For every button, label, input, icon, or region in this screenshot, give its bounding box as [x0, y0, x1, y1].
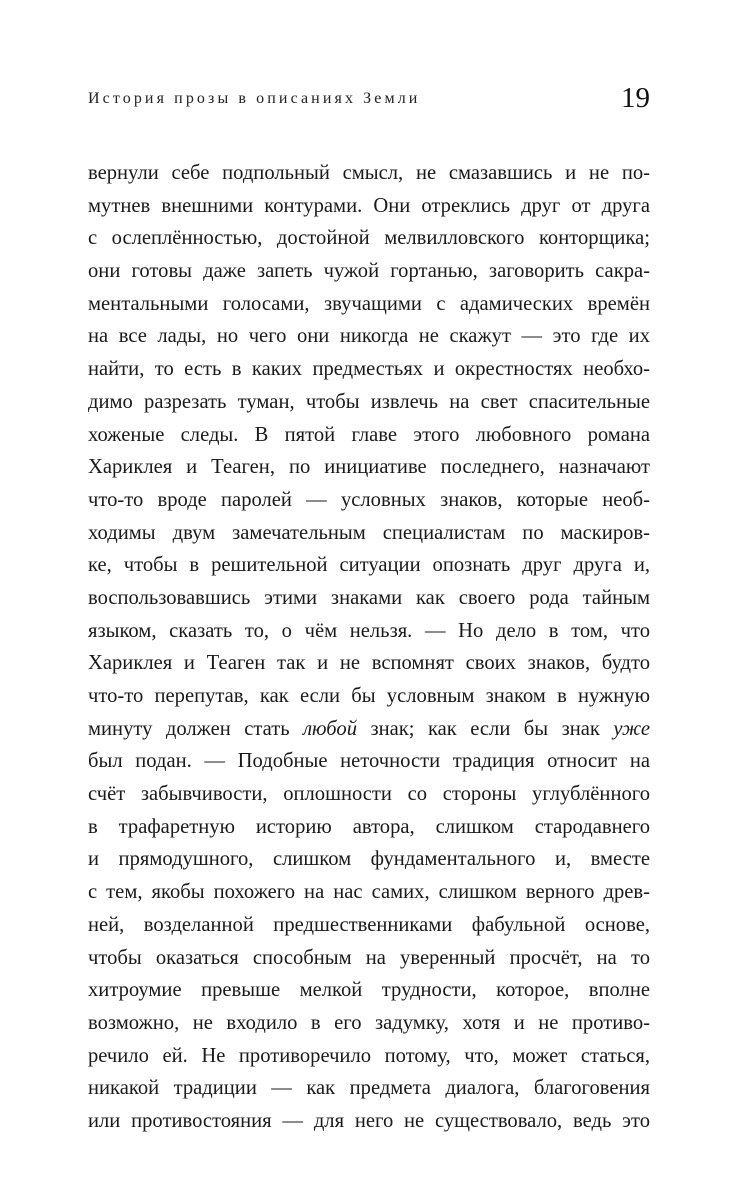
text-segment: и прямодушного, слишком фундаментального и, вместе	[88, 848, 650, 871]
text-segment: на все лады, но чего они никогда не скажут — это где их	[88, 325, 650, 348]
text-line	[88, 353, 650, 386]
text-segment: вернули себе подпольный смысл, не смазавшись и не по-	[88, 162, 650, 184]
text-segment: хоженые следы. В пятой главе этого любовного романа	[88, 423, 650, 446]
page-header	[88, 82, 650, 122]
text-line-content	[88, 718, 650, 740]
text-segment: ментальными голосами, звучащими с адамических времён	[88, 292, 650, 315]
text-line	[88, 451, 650, 484]
text-line-content	[88, 652, 650, 674]
text-line-content	[88, 554, 650, 576]
text-segment: они готовы даже запеть чужой гортанью, заговорить сакра-	[88, 260, 650, 283]
text-line-content	[88, 816, 650, 838]
text-line-content	[88, 424, 650, 446]
italic-text: уже	[613, 717, 650, 740]
text-segment: Хариклея и Теаген так и не вспомнят своих знаков, будто	[88, 652, 650, 675]
text-segment: в трафаретную историю автора, слишком стародавнего	[88, 815, 650, 838]
text-line	[88, 549, 650, 582]
text-segment: ней, возделанной предшественниками фабульной основе,	[88, 913, 650, 936]
text-segment: димо разрезать туман, чтобы извлечь на свет спасительные	[88, 390, 650, 413]
text-segment: ке, чтобы в решительной ситуации опознать друг друга и,	[88, 554, 650, 577]
text-line-content	[88, 750, 650, 772]
text-line-content	[88, 848, 650, 870]
text-line	[88, 288, 650, 321]
text-line-content	[88, 881, 650, 903]
text-line	[88, 222, 650, 255]
text-line-content	[88, 227, 650, 249]
text-line	[88, 419, 650, 452]
text-line-content	[88, 685, 650, 707]
text-line-content	[88, 456, 650, 478]
text-line-content	[88, 947, 650, 969]
text-segment: ходимы двум замечательным специалистам по маскиров-	[88, 521, 650, 544]
text-segment: найти, то есть в каких предместьях и окрестностях необхо-	[88, 358, 650, 381]
text-line	[88, 909, 650, 942]
text-segment: минуту должен стать	[88, 717, 304, 740]
text-line-content	[88, 522, 650, 544]
text-line	[88, 974, 650, 1007]
text-line	[88, 582, 650, 615]
text-line	[88, 255, 650, 288]
text-line-content	[88, 260, 650, 282]
text-line-content	[88, 1045, 650, 1067]
text-line	[88, 386, 650, 419]
text-line-content	[88, 293, 650, 315]
text-line-content	[88, 489, 650, 511]
text-line-content	[88, 620, 650, 642]
text-segment: Хариклея и Теаген, по инициативе последнего, назначают	[88, 456, 650, 479]
text-line	[88, 811, 650, 844]
text-segment: счёт забывчивости, оплошности со стороны углублённого	[88, 783, 650, 806]
text-line	[88, 745, 650, 778]
text-segment: никакой традиции — как предмета диалога, благоговения	[88, 1077, 650, 1100]
text-line-content	[88, 979, 650, 1001]
text-line-content	[88, 195, 650, 217]
text-line-content	[88, 783, 650, 805]
running-title: История прозы в описаниях Земли	[88, 90, 421, 107]
text-line	[88, 876, 650, 909]
text-line-content	[88, 358, 650, 380]
text-line-content	[88, 1110, 650, 1132]
text-line-content	[88, 1077, 650, 1099]
text-segment: с тем, якобы похожего на нас самих, слишком верного древ-	[88, 881, 650, 904]
text-line	[88, 484, 650, 517]
text-segment: возможно, не входило в его задумку, хотя и не противо-	[88, 1011, 650, 1034]
text-line	[88, 320, 650, 353]
text-line	[88, 615, 650, 648]
text-segment: знак; как если бы знак	[357, 717, 614, 740]
text-segment: был подан. — Подобные неточности традиция относит на	[88, 750, 650, 773]
text-segment: что-то вроде паролей — условных знаков, которые необ-	[88, 488, 650, 511]
text-line	[88, 1040, 650, 1073]
text-line-content	[88, 391, 650, 413]
text-line	[88, 1072, 650, 1105]
text-segment: речило ей. Не противоречило потому, что, может статься,	[88, 1044, 650, 1067]
page-number: 19	[621, 82, 650, 114]
text-segment: или противостояния — для него не существовало, ведь это	[88, 1109, 650, 1132]
text-line-content	[88, 587, 650, 609]
text-line	[88, 1007, 650, 1040]
text-segment: с ослеплённостью, достойной мелвилловского конторщика;	[88, 227, 650, 250]
text-segment: чтобы оказаться способным на уверенный просчёт, на то	[88, 946, 650, 969]
italic-text: любой	[303, 717, 357, 740]
body-text	[88, 157, 650, 1138]
text-segment: что-то перепутав, как если бы условным знаком в нужную	[88, 685, 650, 707]
text-line	[88, 647, 650, 680]
text-line	[88, 778, 650, 811]
text-line-content	[88, 1012, 650, 1034]
text-line	[88, 1105, 650, 1138]
text-line-content	[88, 162, 650, 184]
text-line	[88, 190, 650, 223]
text-line	[88, 157, 650, 190]
text-line	[88, 680, 650, 713]
text-segment: языком, сказать то, о чём нельзя. — Но дело в том, что	[88, 619, 650, 642]
text-line	[88, 942, 650, 975]
text-segment: воспользовавшись этими знаками как своего рода тайным	[88, 586, 650, 609]
text-line	[88, 843, 650, 876]
text-line	[88, 713, 650, 746]
text-line-content	[88, 325, 650, 347]
text-line	[88, 517, 650, 550]
text-line-content	[88, 914, 650, 936]
text-segment: хитроумие превыше мелкой трудности, которое, вполне	[88, 979, 650, 1002]
text-segment: мутнев внешними контурами. Они отреклись друг от друга	[88, 194, 650, 217]
